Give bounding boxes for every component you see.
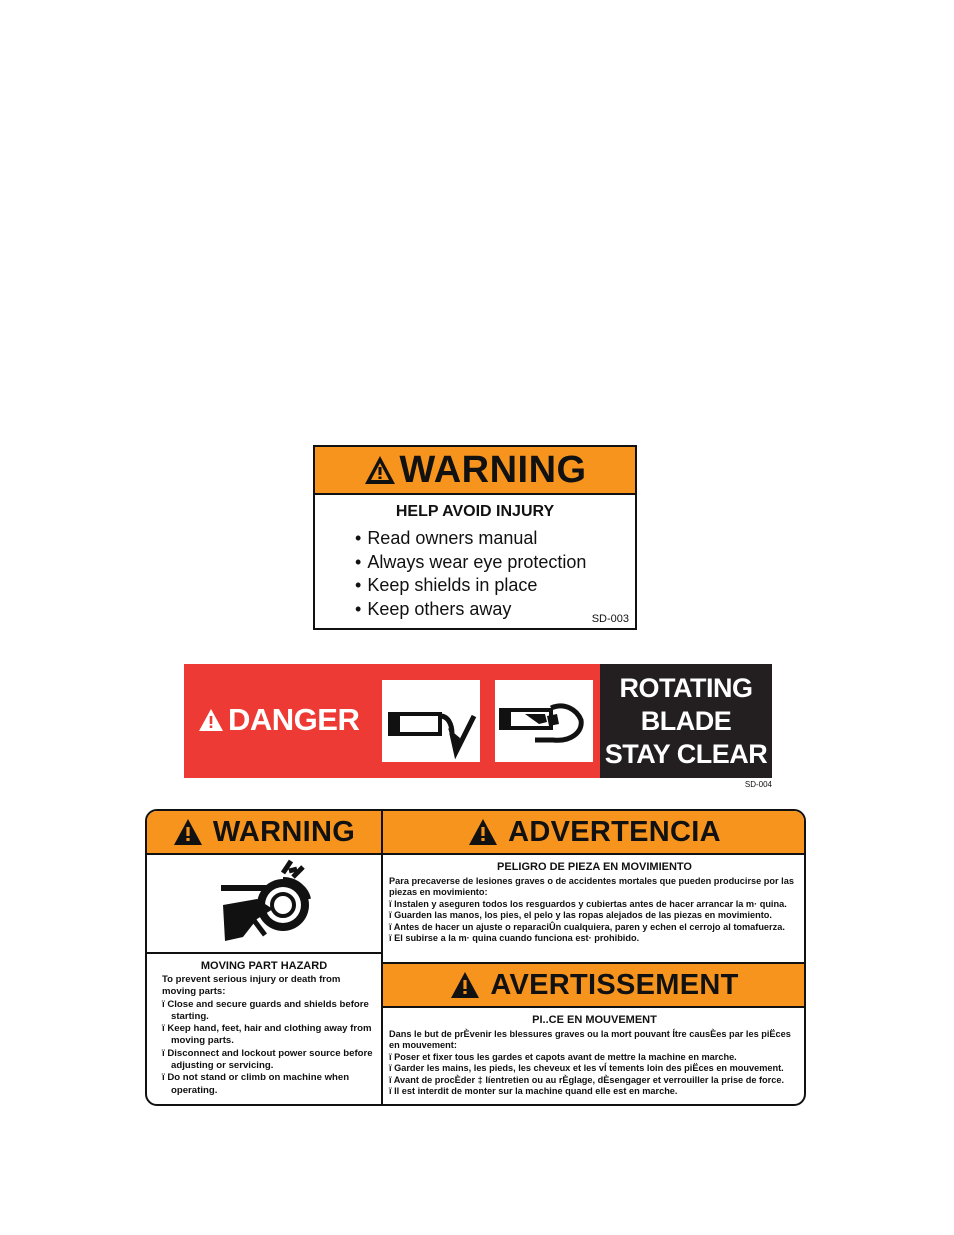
decal-code: SD-004 xyxy=(744,780,772,789)
list-item: ï Do not stand or climb on machine when operating. xyxy=(162,1072,350,1096)
hand-roller-icon xyxy=(147,855,381,952)
list-item: ï Poser et fixer tous les gardes et capots avant de mettre la machine en marche. xyxy=(389,1051,737,1062)
message-line: ROTATING xyxy=(619,672,753,703)
list-item: • Always wear eye protection xyxy=(355,551,635,575)
list-item: • Read owners manual xyxy=(355,527,635,551)
danger-signal xyxy=(198,702,359,738)
warning-triangle-icon xyxy=(468,818,498,846)
danger-decal-sd004 xyxy=(184,664,772,789)
english-panel xyxy=(147,811,383,1104)
danger-message-panel xyxy=(600,664,772,778)
english-text xyxy=(147,972,381,1097)
avertissement-header xyxy=(383,964,806,1008)
blade-cut-icon xyxy=(382,680,480,762)
intro-text: To prevent serious injury or death from moving parts: xyxy=(162,974,341,998)
warning-triangle-icon xyxy=(450,971,480,999)
list-item: ï Keep hand, feet, hair and clothing away from moving parts. xyxy=(162,1023,372,1047)
intro-text: Dans le but de prÈvenir les blessures graves ou la mort pouvant Ítre causÈes par les piËces en mouvement: xyxy=(389,1029,791,1051)
warning-label: WARNING xyxy=(399,449,587,491)
list-item: • Keep shields in place xyxy=(355,574,635,598)
warning-header xyxy=(147,811,381,855)
multilingual-panel xyxy=(383,811,806,1104)
decal-code: SD-003 xyxy=(591,613,629,625)
list-item: ï Instalen y aseguren todos los resguardos y cubiertas antes de hacer arrancar la m· quina. xyxy=(389,898,787,909)
spanish-text xyxy=(383,873,806,944)
list-item: ï Guarden las manos, los pies, el pelo y las ropas alejados de las piezas en movimiento. xyxy=(389,910,772,921)
french-text xyxy=(383,1026,806,1097)
moving-part-hazard-decal xyxy=(145,809,806,1106)
spanish-section xyxy=(383,861,806,964)
list-item: ï El subirse a la m· quina cuando funciona est· prohibido. xyxy=(389,933,640,944)
list-item: ï Close and secure guards and shields before starting. xyxy=(162,998,369,1022)
warning-decal-sd003 xyxy=(313,445,637,630)
warning-triangle-icon xyxy=(363,454,397,486)
section-title: PI..CE EN MOUVEMENT xyxy=(532,1014,657,1026)
safety-list xyxy=(315,527,635,621)
list-item: ï Antes de hacer un ajuste o reparaciÛn cualquiera, paren y echen el cerrojo al tomafuerza. xyxy=(389,921,785,932)
advertencia-label: ADVERTENCIA xyxy=(508,815,721,848)
list-item: ï Avant de procÈder ‡ líentretien ou au rÈglage, dÈsengager et verrouiller la prise de force. xyxy=(389,1074,785,1085)
section-title: PELIGRO DE PIEZA EN MOVIMIENTO xyxy=(497,861,692,873)
message-line: STAY CLEAR xyxy=(604,738,768,769)
message-line: BLADE xyxy=(640,705,732,736)
decal-subtitle: HELP AVOID INJURY xyxy=(395,503,555,520)
list-item: ï Disconnect and lockout power source before adjusting or servicing. xyxy=(162,1047,373,1072)
avertissement-label: AVERTISSEMENT xyxy=(490,968,739,1001)
intro-text: Para precaverse de lesiones graves o de accidentes mortales que pueden producirse por las piezas en movimiento: xyxy=(389,876,794,898)
french-section xyxy=(383,1014,806,1097)
warning-triangle-icon xyxy=(198,708,224,732)
advertencia-header xyxy=(383,811,806,855)
danger-label: DANGER xyxy=(228,702,360,737)
warning-label: WARNING xyxy=(212,815,356,848)
danger-red-panel xyxy=(184,664,600,778)
list-item: ï Garder les mains, les pieds, les cheveux et les vÍ tements loin des piËces en mouvement. xyxy=(389,1063,784,1074)
blade-cut-pictogram xyxy=(382,680,480,762)
section-title: MOVING PART HAZARD xyxy=(200,960,328,972)
hand-blade-pictogram xyxy=(495,680,593,762)
warning-triangle-icon xyxy=(173,818,203,846)
hand-blade-icon xyxy=(495,680,593,762)
hazard-pictogram-box xyxy=(147,855,381,954)
warning-header xyxy=(315,447,635,495)
list-item: ï Il est interdit de monter sur la machine quand elle est en marche. xyxy=(389,1086,678,1097)
list-item: • Keep others away xyxy=(355,598,635,622)
